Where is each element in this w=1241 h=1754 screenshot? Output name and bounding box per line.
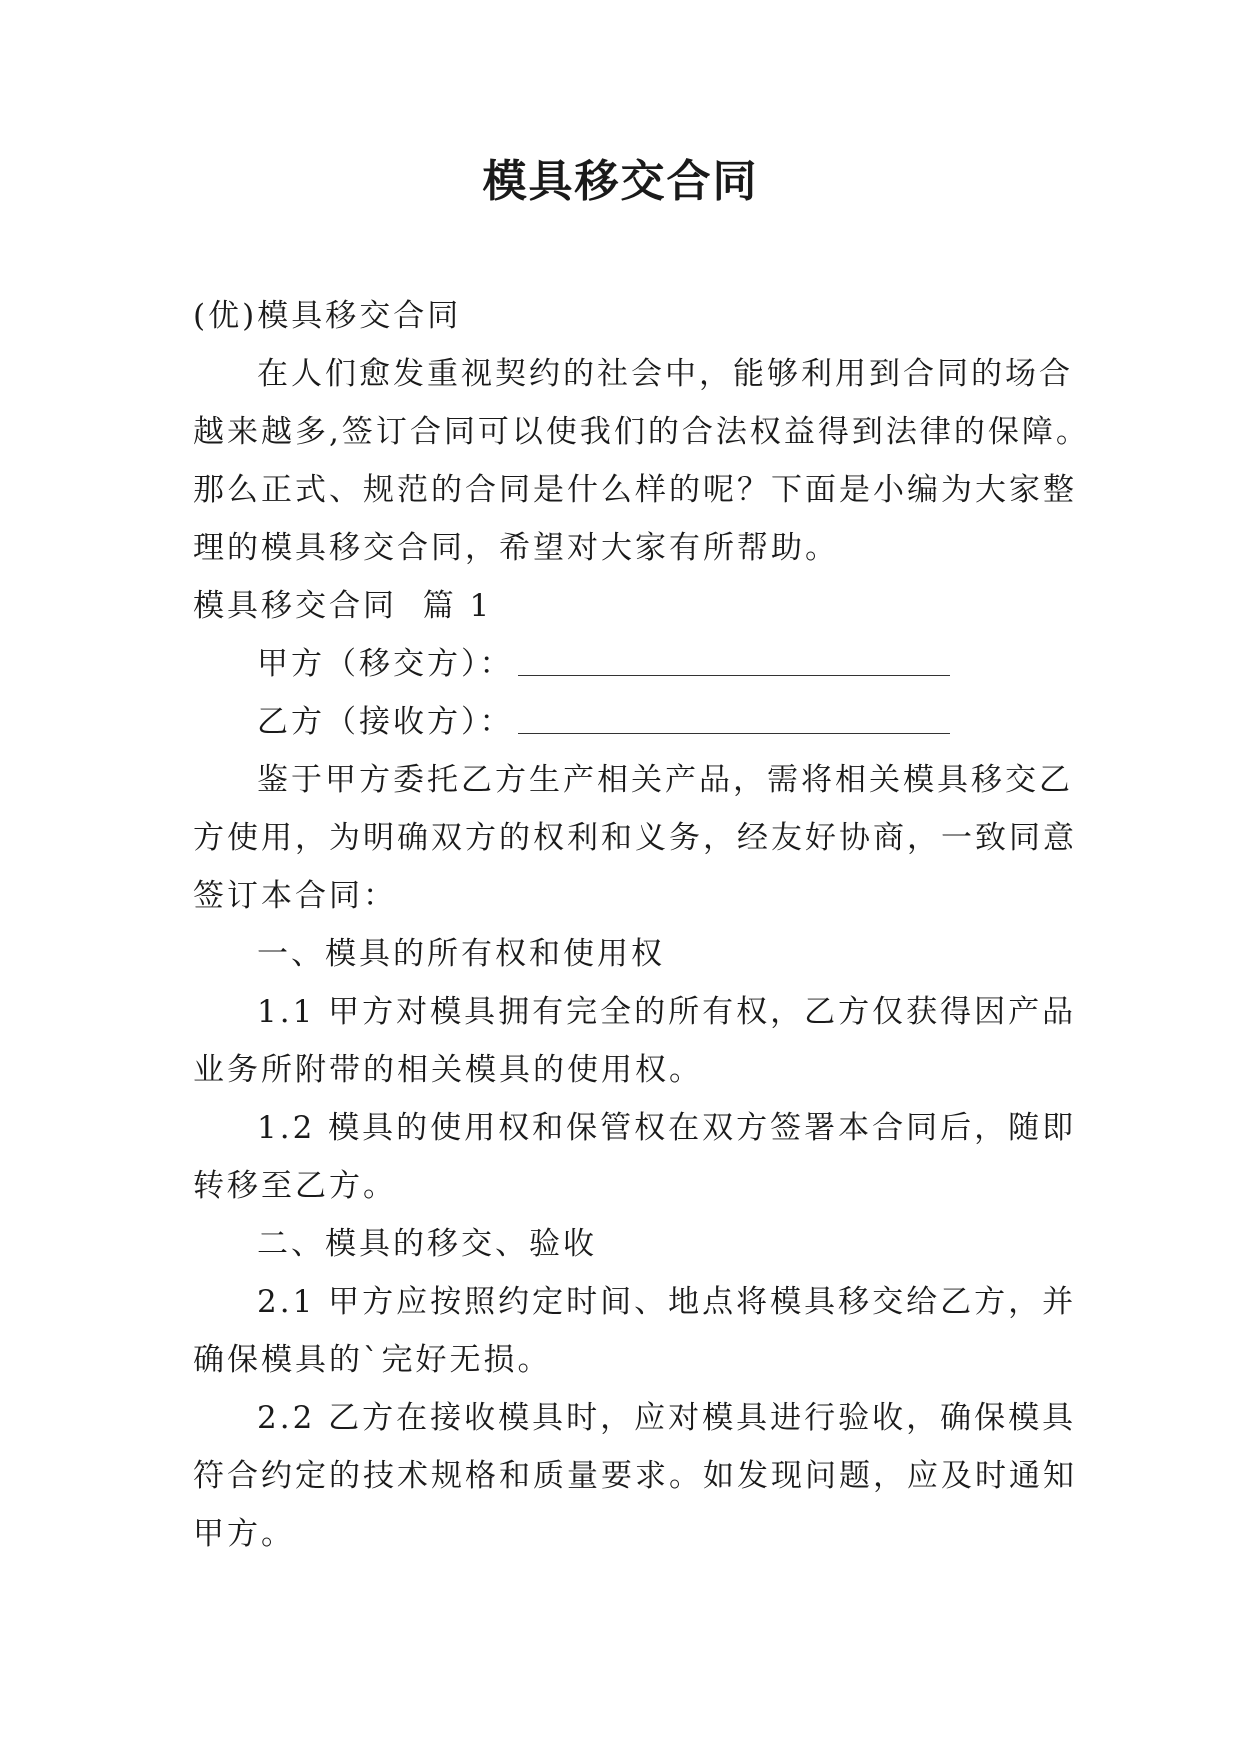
clause-2-2-line: 2.2 乙方在接收模具时，应对模具进行验收，确保模具: [257, 1400, 1077, 1436]
intro-line: 越来越多,签订合同可以使我们的合法权益得到法律的保障。: [193, 414, 1090, 450]
clause-1-heading: 一、模具的所有权和使用权: [257, 936, 665, 972]
clause-1-2-line: 转移至乙方。: [193, 1168, 397, 1204]
party-b-label: 乙方（接收方）：: [257, 704, 514, 740]
party-a-label: 甲方（移交方）：: [257, 646, 514, 682]
party-b-row: [193, 693, 1053, 751]
clause-1-1-line: 1.1 甲方对模具拥有完全的所有权，乙方仅获得因产品: [257, 994, 1077, 1030]
section-heading: 模具移交合同 篇 1: [193, 588, 493, 624]
preamble-line: 鉴于甲方委托乙方生产相关产品，需将相关模具移交乙: [257, 762, 1073, 798]
intro-line: 在人们愈发重视契约的社会中，能够利用到合同的场合: [257, 356, 1073, 392]
clause-2-1-line: 2.1 甲方应按照约定时间、地点将模具移交给乙方，并: [257, 1284, 1077, 1320]
clause-1-2-line: 1.2 模具的使用权和保管权在双方签署本合同后，随即: [257, 1110, 1077, 1146]
document-title: 模具移交合同: [482, 156, 759, 207]
clause-2-2-line: 符合约定的技术规格和质量要求。如发现问题，应及时通知: [193, 1458, 1077, 1494]
clause-2-1-line: 确保模具的`完好无损。: [193, 1342, 552, 1378]
intro-line: 理的模具移交合同，希望对大家有所帮助。: [193, 530, 839, 566]
clause-2-2-line: 甲方。: [193, 1516, 295, 1552]
party-a-row: [193, 635, 1053, 693]
preamble-line: 方使用，为明确双方的权利和义务，经友好协商，一致同意: [193, 820, 1077, 856]
document-subtitle: (优)模具移交合同: [193, 298, 462, 334]
party-b-blank-line: [518, 709, 950, 734]
party-a-blank-line: [518, 651, 950, 676]
preamble-line: 签订本合同：: [193, 878, 397, 914]
clause-1-1-line: 业务所附带的相关模具的使用权。: [193, 1052, 703, 1088]
intro-line: 那么正式、规范的合同是什么样的呢？下面是小编为大家整: [193, 472, 1077, 508]
document-body: [193, 287, 1090, 1563]
clause-2-heading: 二、模具的移交、验收: [257, 1226, 597, 1262]
